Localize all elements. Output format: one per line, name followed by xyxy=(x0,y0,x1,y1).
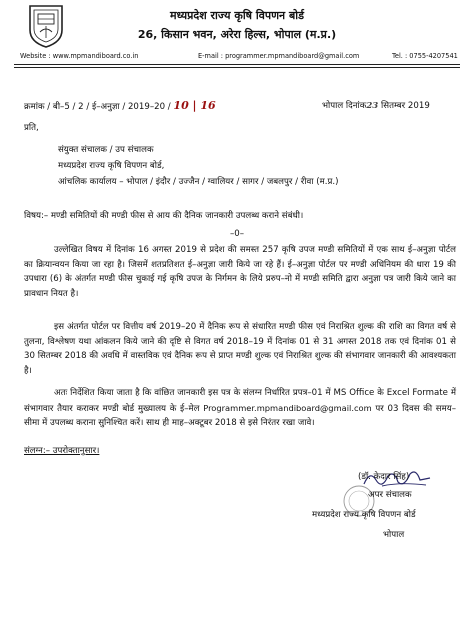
signatory-org: मध्यप्रदेश राज्य कृषि विपणन बोर्ड xyxy=(312,510,416,520)
paragraph-3-text-b: पर 03 दिवस की समय–सीमा में उपलब्ध कराना सुनिश्चित करें। साथ ही माह–अक्टूबर 2018 से इसे निरंतर रखा जावे। xyxy=(24,403,457,429)
letterhead-rule-thin xyxy=(14,67,460,68)
signatory-city: भोपाल xyxy=(383,530,405,540)
date-handwritten: 23 xyxy=(366,101,379,111)
paragraph-1-text: उल्लेखित विषय में दिनांक 16 अगस्त 2019 से प्रदेश की समस्त 257 कृषि उपज मण्डी समितियों में एक साथ ई–अनुज्ञा पोर्टल का क्रियान्वयन किया जा रहा है। जिसमें शतप्रतिशत ई–अनुज्ञा जारी किये जा रहे हैं। ई–अनुज्ञा पोर्टल पर मण्डी अधिनियम की धारा 19 की उपधारा (6) के अंतर्गत मण्डी फीस चुकाई गई कृषि उपज के निर्गमन के लिये प्ररुप–नो में मण्डी समिति द्वारा अनुज्ञा पत्र जारी किये जाने का प्रावधान नियत है। xyxy=(24,245,456,299)
signatory-name: (डॉ. केदार सिंह) xyxy=(358,472,410,482)
addressee-line-1: संयुक्त संचालक / उप संचालक xyxy=(58,145,154,155)
org-name: मध्यप्रदेश राज्य कृषि विपणन बोर्ड xyxy=(170,9,304,22)
addressee-line-2: मध्यप्रदेश राज्य कृषि विपणन बोर्ड, xyxy=(58,161,165,171)
separator: –0– xyxy=(229,229,245,239)
addressee-line-3: आंचलिक कार्यालय – भोपाल / इंदौर / उज्जैन / ग्वालियर / सागर / जबलपुर / रीवा (म.प्र.) xyxy=(58,177,339,187)
prati: प्रति, xyxy=(24,123,39,133)
paragraph-2-text: इस अंतर्गत पोर्टल पर वित्तीय वर्ष 2019–20 में दैनिक रूप से संधारित मण्डी फीस एवं निराश्रित शुल्क की राशि का विगत वर्ष से तुलना, विश्लेषण यथा आंकलन किये जाने की दृष्टि से विगत वर्ष 2018–19 में दिनांक 01 से 31 अगस्त 2018 तक एवं दिनांक 01 से 30 सितम्बर 2018 की अवधि में वास्तविक एवं दैनिक रूप से प्राप्त मण्डी शुल्क एवं निराश्रित शुल्क की संभागवार जानकारी की आवश्यकता है। xyxy=(24,322,456,376)
website: Website : www.mpmandiboard.co.in xyxy=(20,52,139,60)
paragraph-3-text-a: अतः निर्देशित किया जाता है कि वांछित जानकारी इस पत्र के संलग्न निर्धारित प्रपत्र–01 में MS Office के Excel Formate में संभागवार तैयार कराकर मण्डी बोर्ड मुख्यालय के ई–मेल xyxy=(24,388,456,414)
paragraph-3-email: Programmer.mpmandiboard@gmail.com xyxy=(203,402,372,413)
signatory-designation: अपर संचालक xyxy=(368,490,412,500)
paragraph-1 xyxy=(24,243,456,301)
place-date xyxy=(322,99,430,111)
paragraph-3 xyxy=(24,386,456,431)
place-date-printed: भोपाल दिनांक xyxy=(322,101,367,111)
email: E-mail : programmer.mpmandiboard@gmail.com xyxy=(198,52,360,60)
reference-handwritten: 10 | 16 xyxy=(173,99,216,112)
phone: Tel. : 0755-4207541 xyxy=(392,52,458,60)
reference-printed: क्रमांक / बी–5 / 2 / ई–अनुज्ञा / 2019–20 / xyxy=(24,102,171,112)
enclosure: संलग्न:– उपरोक्तानुसार। xyxy=(24,446,100,456)
date-month-year: सितम्बर 2019 xyxy=(381,101,430,111)
subject: विषय:– मण्डी समितियों की मण्डी फीस से आय की दैनिक जानकारी उपलब्ध कराने संबंधी। xyxy=(24,211,304,221)
letterhead-rule xyxy=(14,64,460,65)
org-address: 26, किसान भवन, अरेरा हिल्स, भोपाल (म.प्र.) xyxy=(137,28,337,41)
paragraph-2 xyxy=(24,320,456,378)
reference-number xyxy=(24,99,216,112)
